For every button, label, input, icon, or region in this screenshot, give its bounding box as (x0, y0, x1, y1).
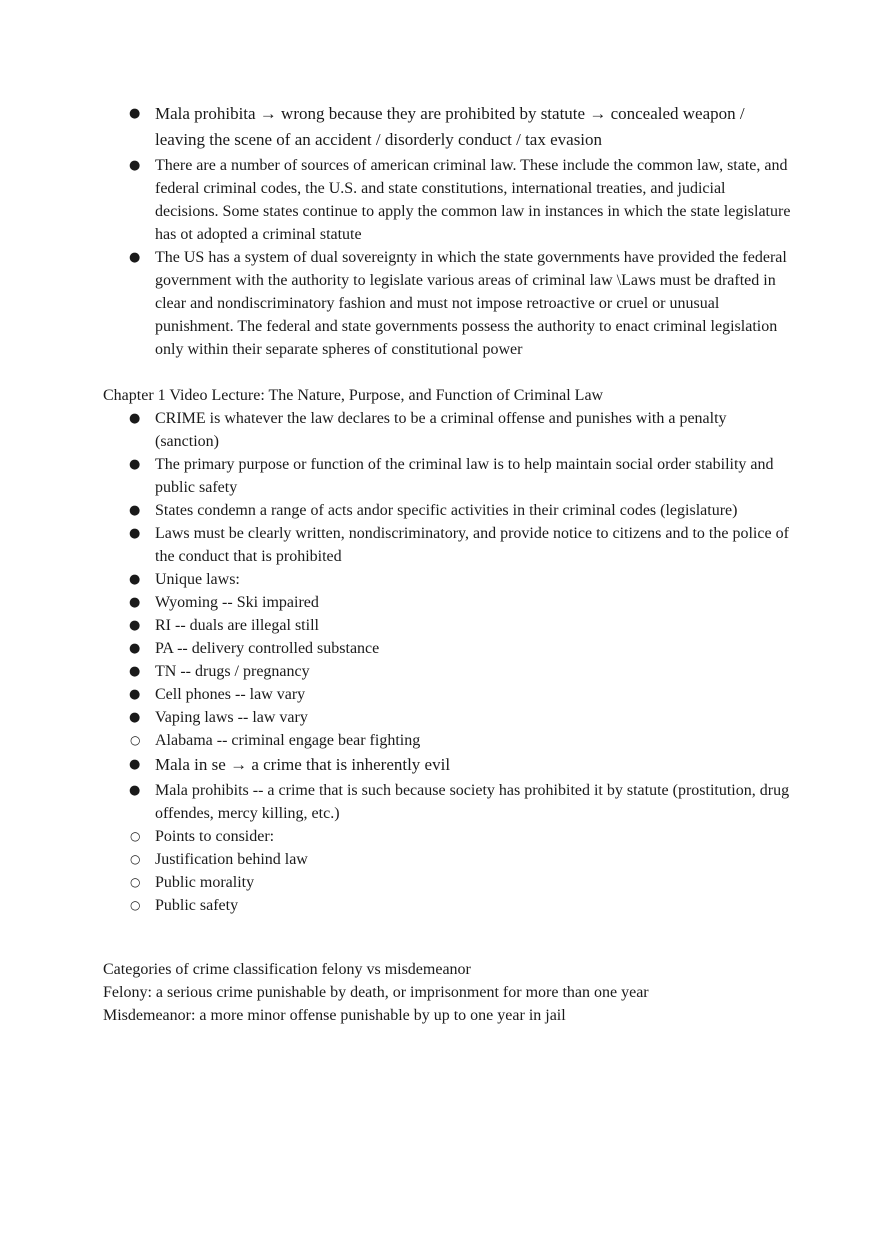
list-item: ● Cell phones -- law vary (103, 683, 793, 706)
list-item: ● Mala prohibita → wrong because they are prohibited by statute → concealed weapon / leaving the scene of an accident / disorderly conduct / tax evasion (103, 101, 793, 153)
felony-definition: Felony: a serious crime punishable by death, or imprisonment for more than one year (103, 984, 649, 1001)
list-item-text: Vaping laws -- law vary (155, 709, 308, 726)
list-item: ● There are a number of sources of american criminal law. These include the common law, state, and federal criminal codes, the U.S. and state constitutions, international treaties, and judicial decisions. Some states continue to apply the common law in instances in which the state legislature has ot adopted a criminal statute (103, 154, 793, 246)
sub-list-item: ○ Points to consider: (103, 825, 793, 848)
sub-list-item: ○ Justification behind law (103, 848, 793, 871)
chapter-section (103, 384, 793, 917)
list-item-text: Mala prohibits -- a crime that is such because society has prohibited it by statute (prostitution, drug offendes, mercy killing, etc.) (155, 782, 790, 822)
list-item: ● Mala in se → a crime that is inherently evil (103, 752, 793, 778)
list-item: ● States condemn a range of acts andor specific activities in their criminal codes (legislature) (103, 499, 793, 522)
sub-list-item: ○ Public safety (103, 894, 793, 917)
list-item: ● The US has a system of dual sovereignty in which the state governments have provided the federal government with the authority to legislate various areas of criminal law \Laws must be drafted in clear and nondiscriminatory fashion and must not impose retroactive or cruel or unusual punishment. The federal and state governments possess the authority to enact criminal legislation only within their separate spheres of constitutional power (103, 246, 793, 361)
list-item: ● Unique laws: (103, 568, 793, 591)
categories-heading: Categories of crime classification felony vs misdemeanor (103, 961, 471, 978)
list-item: ● RI -- duals are illegal still (103, 614, 793, 637)
categories-section (103, 958, 793, 1027)
intro-bullet-list (103, 101, 793, 361)
chapter-bullet-list (103, 407, 793, 917)
intro-section (103, 101, 793, 361)
list-item: ● PA -- delivery controlled substance (103, 637, 793, 660)
mala-prohibits-sub-list (103, 825, 793, 917)
chapter-heading: Chapter 1 Video Lecture: The Nature, Purpose, and Function of Criminal Law (103, 387, 604, 404)
misdemeanor-definition: Misdemeanor: a more minor offense punishable by up to one year in jail (103, 1007, 566, 1024)
sub-list-item: ○ Public morality (103, 871, 793, 894)
list-item: ● Laws must be clearly written, nondiscriminatory, and provide notice to citizens and to the police of the conduct that is prohibited (103, 522, 793, 568)
list-item: ● CRIME is whatever the law declares to be a criminal offense and punishes with a penalty (sanction) (103, 407, 793, 453)
vaping-sub-list (103, 729, 793, 752)
list-item: ● TN -- drugs / pregnancy (103, 660, 793, 683)
list-item: ● Wyoming -- Ski impaired (103, 591, 793, 614)
list-item (103, 779, 793, 917)
list-item (103, 706, 793, 752)
sub-list-item: ○ Alabama -- criminal engage bear fighting (103, 729, 793, 752)
list-item: ● The primary purpose or function of the criminal law is to help maintain social order stability and public safety (103, 453, 793, 499)
